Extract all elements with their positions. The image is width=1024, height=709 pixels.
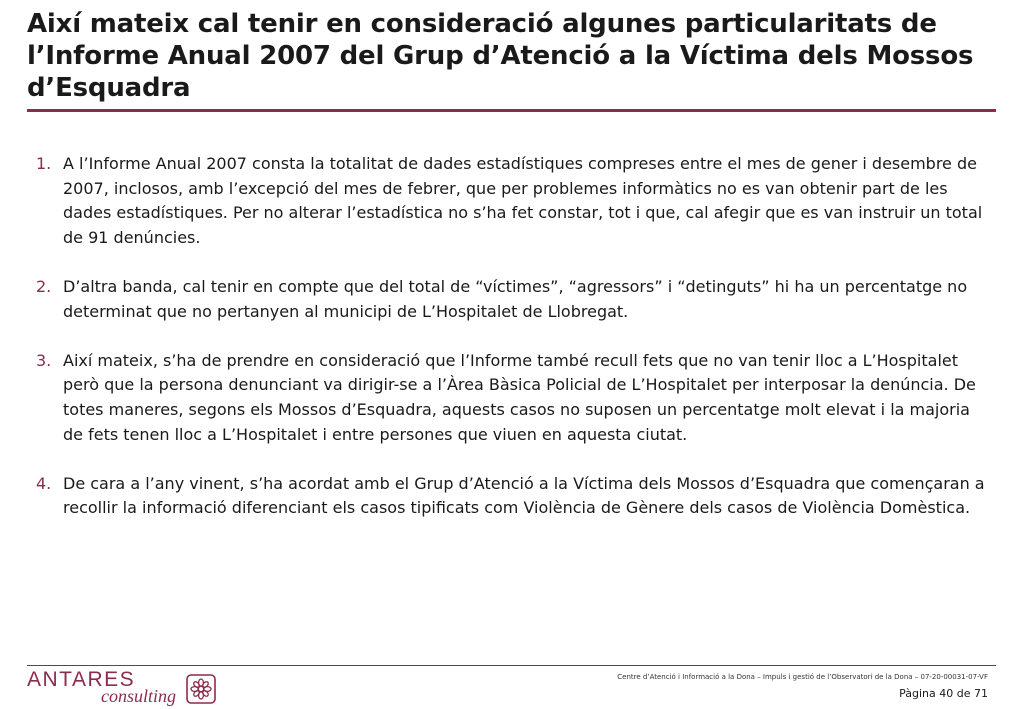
list-item	[36, 152, 986, 250]
list-item	[36, 275, 986, 324]
list-item-text: D’altra banda, cal tenir en compte que del total de “víctimes”, “agressors” i “detinguts” hi ha un percentatge no determinat que no pertanyen al municipi de L’Hospitalet de Llobregat.	[63, 276, 968, 321]
list-item-text: De cara a l’any vinent, s’ha acordat amb el Grup d’Atenció a la Víctima dels Mossos d’Esquadra que començaran a recollir la informació diferenciant els casos tipificats com Violència de Gènere dels casos de Violència Domèstica.	[63, 473, 985, 518]
list-item-number: 3.	[36, 350, 52, 370]
list-item-number: 1.	[36, 154, 52, 173]
list-item-text: A l’Informe Anual 2007 consta la totalitat de dades estadístiques compreses entre el mes de gener i desembre de 2007, inclosos, amb l’excepció del mes de febrer, que per problemes informàtics no es van obtenir part de les dades estadístiques. Per no alterar l’estadística no s’ha fet constar, tot i que, cal afegir que es van instruir un total de 91 denúncies.	[63, 154, 983, 247]
document-reference: Centre d’Atenció i Informació a la Dona – Impuls i gestió de l’Observatori de la Dona – 07-20-00031-07-VF	[617, 673, 988, 681]
title-divider	[27, 109, 996, 112]
list-item-number: 4.	[36, 473, 52, 493]
brand-logo	[27, 668, 187, 708]
antares-flower-logo-icon	[186, 674, 216, 704]
page-title: Així mateix cal tenir en consideració algunes particularitats de l’Informe Anual 2007 del Grup d’Atenció a la Víctima dels Mossos d’Esquadra	[27, 9, 974, 103]
list-item-number: 2.	[36, 276, 52, 296]
list-item	[36, 472, 986, 521]
footer-divider	[27, 665, 996, 666]
list-item-text: Així mateix, s’ha de prendre en consideració que l’Informe també recull fets que no van tenir lloc a L’Hospitalet però que la persona denunciant va dirigir-se a l’Àrea Bàsica Policial de L’Hospitalet per interposar la denúncia. De totes maneres, segons els Mossos d’Esquadra, aquests casos no suposen un percentatge molt elevat i la majoria de fets tenen lloc a L’Hospitalet i entre persones que viuen en aquesta ciutat.	[63, 350, 976, 444]
list-item	[36, 349, 986, 447]
particularities-list	[36, 152, 986, 546]
brand-tagline: consulting	[101, 686, 176, 706]
brand-name: ANTARES	[27, 668, 136, 691]
page-number: Pàgina 40 de 71	[899, 687, 988, 700]
